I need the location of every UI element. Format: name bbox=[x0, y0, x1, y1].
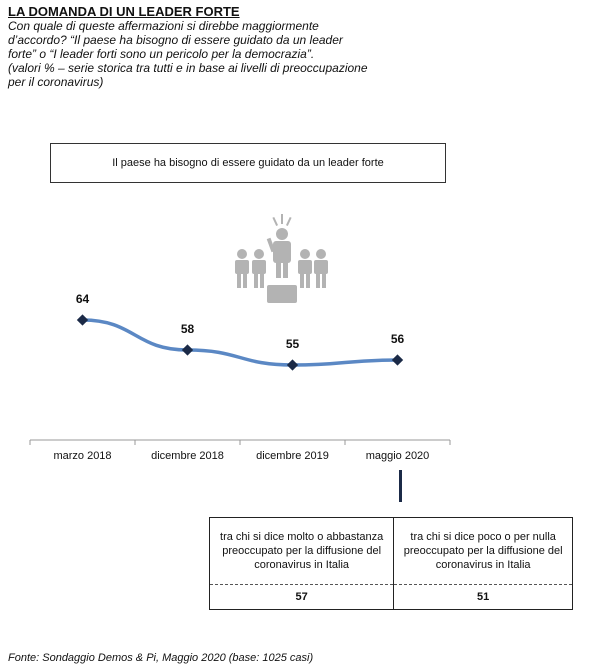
note-line-2: per il coronavirus) bbox=[8, 75, 104, 89]
leader-crowd-icon bbox=[235, 214, 328, 303]
chart-title: Il paese ha bisogno di essere guidato da un leader forte bbox=[112, 157, 384, 169]
breakdown-table bbox=[209, 517, 573, 610]
x-tick-label: marzo 2018 bbox=[53, 450, 112, 462]
question-line-2: d’accordo? “Il paese ha bisogno di essere guidato da un leader bbox=[8, 33, 343, 47]
question-line-1: Con quale di queste affermazioni si direbbe maggiormente bbox=[8, 19, 319, 33]
data-point bbox=[287, 359, 298, 370]
data-label: 56 bbox=[390, 332, 405, 346]
breakdown-label-not-worried: tra chi si dice poco o per nulla preoccupato per la diffusione del coronavirus in Italia bbox=[394, 518, 573, 585]
breakdown-label-worried: tra chi si dice molto o abbastanza preoccupato per la diffusione del coronavirus in Italia bbox=[210, 518, 394, 585]
source-note: Fonte: Sondaggio Demos & Pi, Maggio 2020 (base: 1025 casi) bbox=[8, 652, 314, 664]
data-label: 64 bbox=[75, 292, 90, 306]
data-point bbox=[182, 344, 193, 355]
series-path bbox=[83, 320, 398, 365]
breakdown-value-worried: 57 bbox=[210, 585, 394, 610]
data-label: 55 bbox=[285, 337, 300, 351]
page-title: LA DOMANDA DI UN LEADER FORTE bbox=[8, 4, 240, 19]
question-line-3: forte” o “I leader forti sono un pericolo per la democrazia”. bbox=[8, 47, 315, 61]
note-line-1: (valori % – serie storica tra tutti e in base ai livelli di preoccupazione bbox=[8, 61, 368, 75]
data-point bbox=[77, 314, 88, 325]
connector-bar bbox=[399, 470, 402, 502]
x-axis bbox=[30, 440, 450, 462]
data-label: 58 bbox=[180, 322, 195, 336]
x-tick-label: dicembre 2018 bbox=[151, 450, 224, 462]
x-tick-label: dicembre 2019 bbox=[256, 450, 329, 462]
breakdown-value-not-worried: 51 bbox=[394, 585, 573, 610]
data-point bbox=[392, 354, 403, 365]
x-tick-label: maggio 2020 bbox=[365, 450, 430, 462]
series-line bbox=[76, 292, 405, 371]
